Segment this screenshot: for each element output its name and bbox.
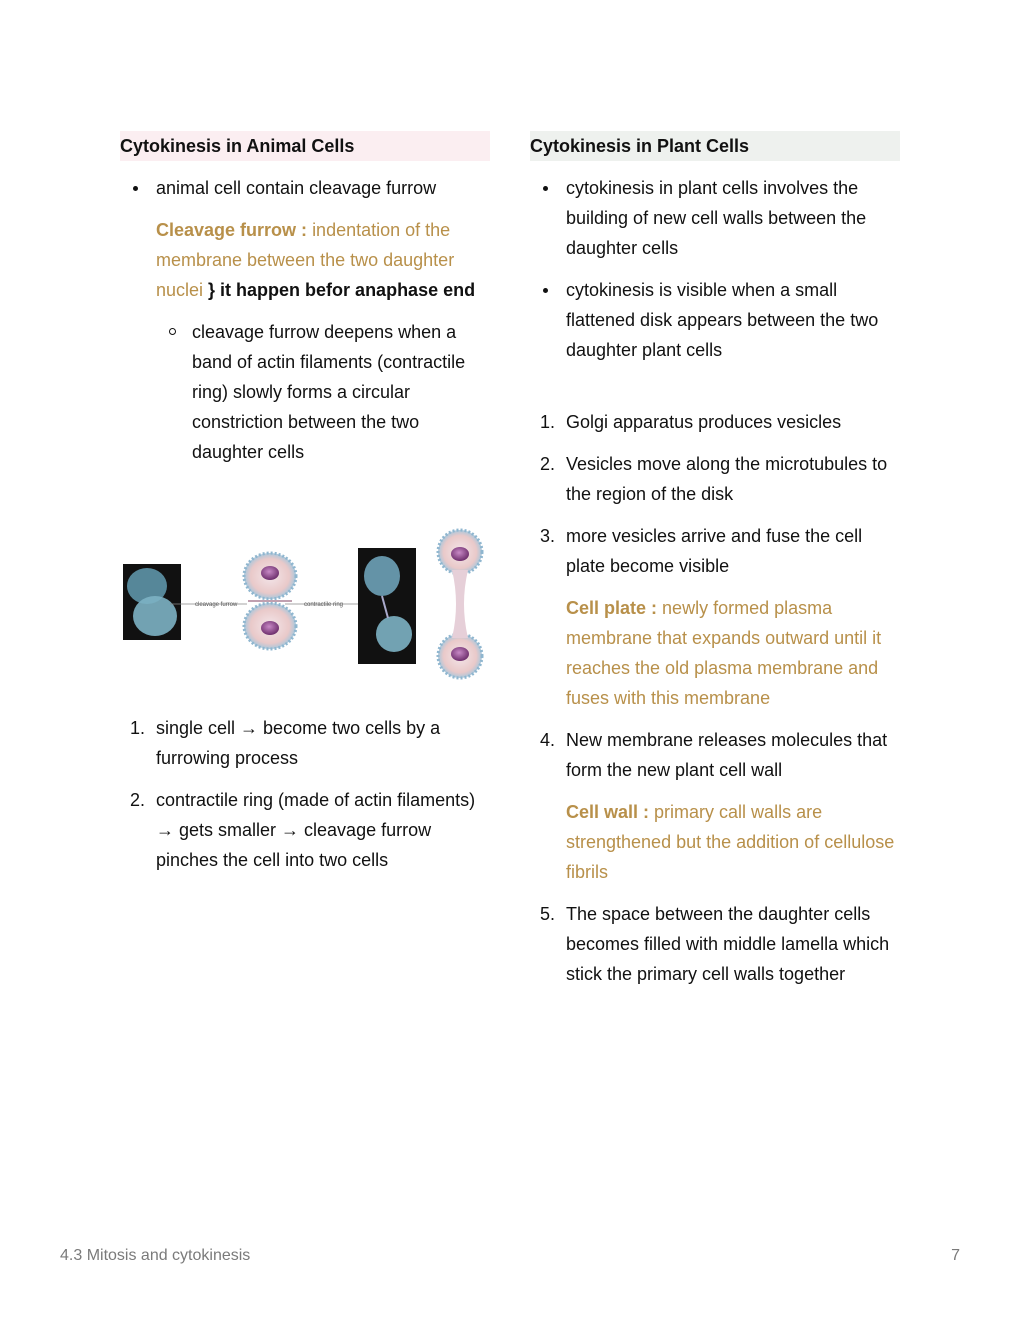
- midbody-bridge: [452, 570, 468, 638]
- footer-title: 4.3 Mitosis and cytokinesis: [60, 1247, 251, 1264]
- animal-cells-column: [120, 131, 490, 479]
- plant-bullet-list: [530, 173, 900, 365]
- list-item: 2. Vesicles move along the microtubules to the region of the disk: [540, 454, 888, 504]
- list-item: [120, 173, 490, 467]
- step-text: New membrane releases molecules that form the new plant cell wall: [566, 730, 888, 780]
- definition-term: Cell wall :: [566, 802, 650, 822]
- cleavage-furrow-label: cleavage furrow: [195, 602, 238, 608]
- definition-term: Cell plate :: [566, 598, 658, 618]
- animal-steps-list: [120, 713, 490, 875]
- nucleus: [451, 547, 469, 561]
- step-text: Golgi apparatus produces vesicles: [566, 412, 842, 432]
- definition-tail: } it happen befor anaphase end: [208, 280, 476, 300]
- cell-plate-definition: [566, 593, 900, 713]
- list-item: 2. contractile ring (made of actin filaments) → gets smaller → cleavage furrow pinches the cell into two cells: [130, 790, 476, 870]
- definition-text: indentation of the membrane between the two daughter nuclei: [156, 220, 455, 300]
- animal-cells-heading: Cytokinesis in Animal Cells: [120, 131, 490, 161]
- step-text: Vesicles move along the microtubules to the region of the disk: [566, 454, 888, 504]
- cytokinesis-figure: [120, 526, 490, 686]
- list-item: 4. New membrane releases molecules that form the new plant cell wall Cell wall : primary call walls are strengthened but the addition of cellulose fibrils: [530, 725, 900, 887]
- definition-text: newly formed plasma membrane that expands outward until it reaches the old plasma membrane and fuses with this membrane: [566, 598, 882, 708]
- animal-bullet-text: animal cell contain cleavage furrow: [156, 178, 437, 198]
- step-text: more vesicles arrive and fuse the cell plate become visible: [566, 526, 863, 576]
- nucleus: [261, 566, 279, 580]
- nucleus: [451, 647, 469, 661]
- step-text: The space between the daughter cells becomes filled with middle lamella which stick the primary cell walls together: [566, 904, 890, 984]
- animal-bullet-list: [120, 173, 490, 467]
- nucleus: [261, 621, 279, 635]
- contractile-ring-label: contractile ring: [304, 602, 344, 608]
- plant-cells-heading: Cytokinesis in Plant Cells: [530, 131, 900, 161]
- list-item: 5. The space between the daughter cells becomes filled with middle lamella which stick the primary cell walls together: [540, 904, 890, 984]
- cell-division-illustration: [120, 526, 490, 686]
- definition-term: Cleavage furrow :: [156, 220, 308, 240]
- list-item: [530, 173, 900, 263]
- sub-list-item: [156, 317, 490, 467]
- step-text: contractile ring (made of actin filaments) → gets smaller → cleavage furrow pinches the cell into two cells: [156, 790, 476, 870]
- plant-cells-column: [530, 131, 900, 1001]
- plant-bullet-text: cytokinesis in plant cells involves the building of new cell walls between the daughter cells: [566, 178, 867, 258]
- plant-bullet-text: cytokinesis is visible when a small flattened disk appears between the two daughter plant cells: [566, 280, 879, 360]
- list-item: 3. more vesicles arrive and fuse the cell plate become visible Cell plate : newly formed plasma membrane that expands outward until it reaches the old plasma membrane and fuses with this membrane: [530, 521, 900, 713]
- sub-bullet-text: cleavage furrow deepens when a band of actin filaments (contractile ring) slowly forms a circular constriction between the two daughter cells: [192, 322, 466, 462]
- list-item: 1. Golgi apparatus produces vesicles: [540, 412, 842, 432]
- definition-text: primary call walls are strengthened but the addition of cellulose fibrils: [566, 802, 895, 882]
- cell-wall-definition: [566, 797, 900, 887]
- page-number: 7: [951, 1247, 960, 1264]
- animal-steps: [120, 713, 490, 887]
- cleavage-furrow-definition: [156, 215, 490, 305]
- list-item: 1. single cell → become two cells by a furrowing process: [130, 718, 441, 768]
- list-item: [530, 275, 900, 365]
- plant-steps-list: [530, 407, 900, 989]
- step-text: single cell → become two cells by a furrowing process: [156, 718, 441, 768]
